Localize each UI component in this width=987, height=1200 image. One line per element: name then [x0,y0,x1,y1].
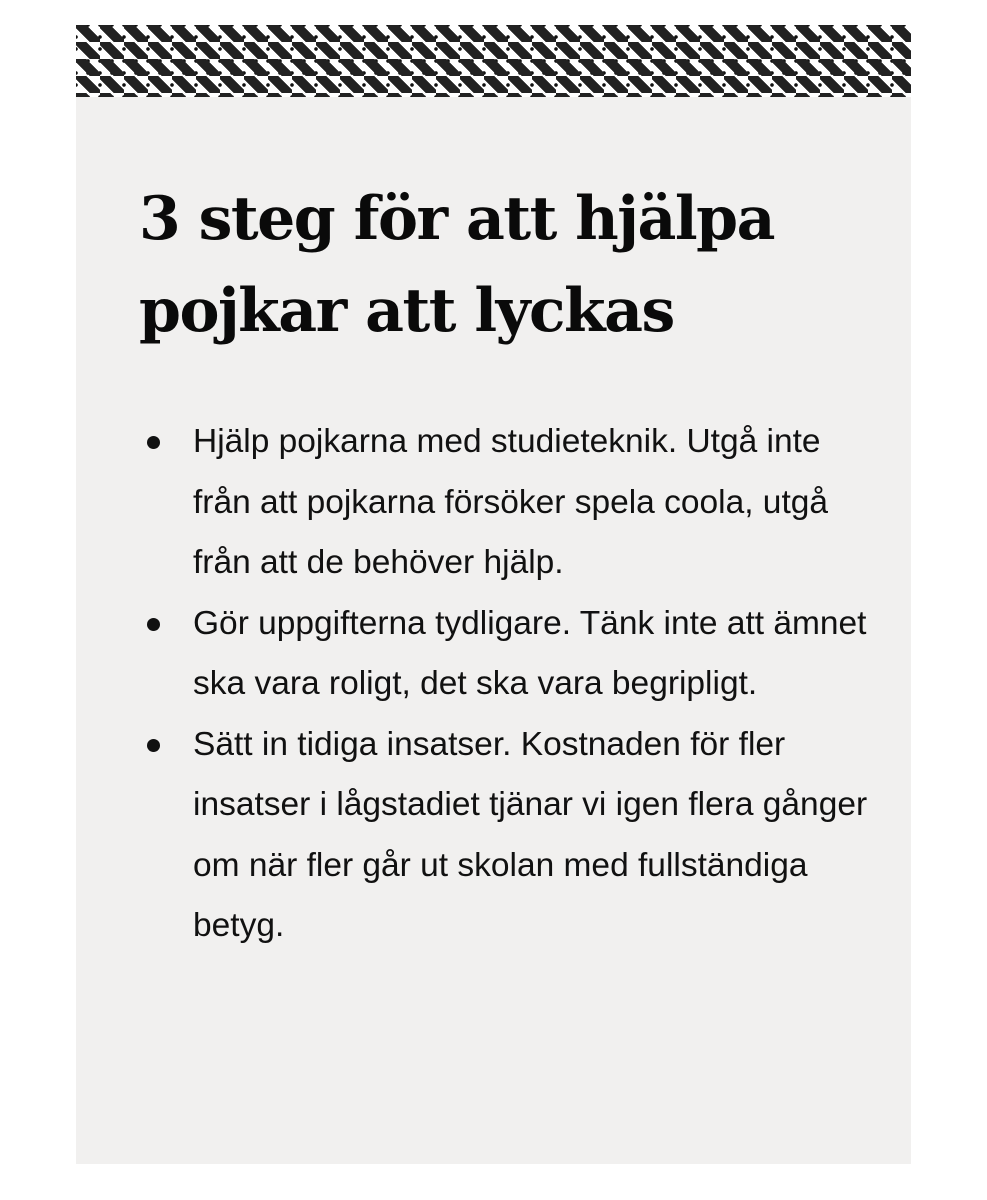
info-card [76,25,911,1164]
card-title: 3 steg för att hjälpa pojkar att lyckas [139,184,775,346]
bullet-icon [147,436,160,449]
list-item-text: Hjälp pojkarna med studieteknik. Utgå inte från att pojkarna försöker spela coola, utgå från att de behöver hjälp. [193,423,829,581]
list-item [193,594,873,715]
tips-list [193,412,873,957]
list-item-text: Gör uppgifterna tydligare. Tänk inte att ämnet ska vara roligt, det ska vara begripligt. [193,604,867,702]
list-item [193,715,873,957]
decorative-pattern-band [76,25,911,97]
bullet-icon [147,739,160,752]
list-item [193,412,873,594]
list-item-text: Sätt in tidiga insatser. Kostnaden för fler insatser i lågstadiet tjänar vi igen flera gånger om när fler går ut skolan med fullständiga betyg. [193,725,868,944]
bullet-icon [147,618,160,631]
